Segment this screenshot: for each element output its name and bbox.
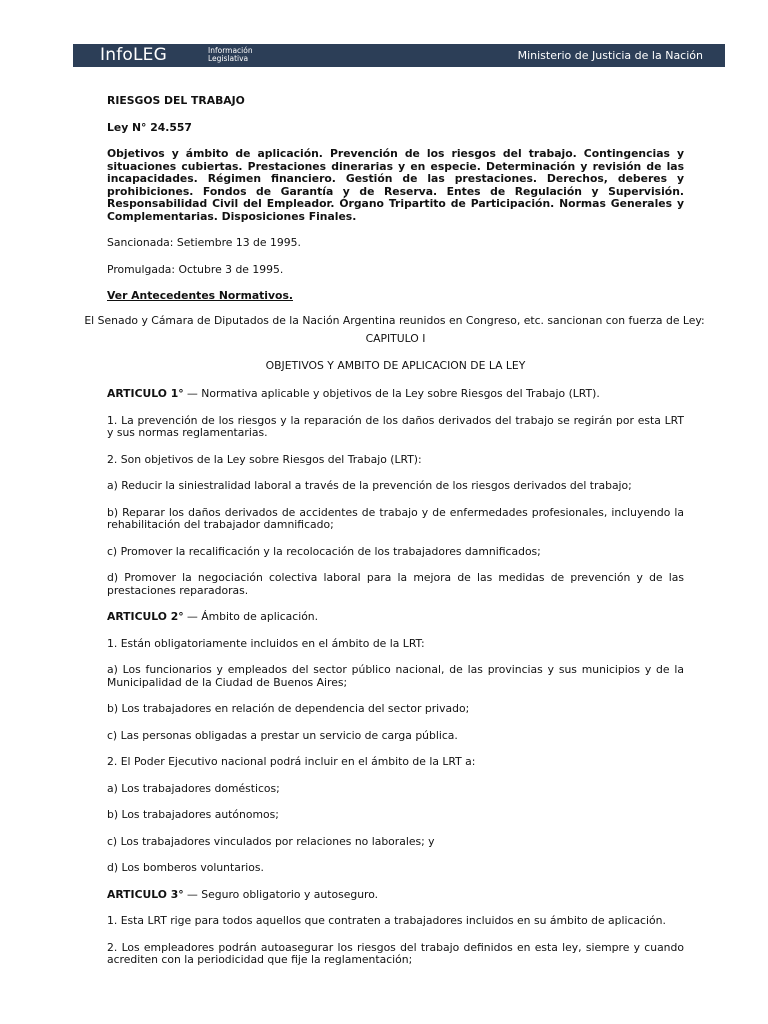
logo-subtitle-line-1: Información (208, 46, 253, 55)
article-2-paragraph-2: 2. El Poder Ejecutivo nacional podrá incluir en el ámbito de la LRT a: (107, 755, 476, 768)
article-1-item-d: d) Promover la negociación colectiva laboral para la mejora de las medidas de prevención y de las prestaciones reparadoras. (107, 571, 684, 597)
promulgation-date: Promulgada: Octubre 3 de 1995. (107, 262, 284, 276)
article-3-paragraph-2: 2. Los empleadores podrán autoasegurar los riesgos del trabajo definidos en esta ley, siempre y cuando acrediten con la periodicidad que fije la reglamentación; (107, 940, 684, 966)
article-2-item-2d: d) Los bomberos voluntarios. (107, 861, 264, 874)
law-document (84, 94, 705, 981)
article-3-title: — Seguro obligatorio y autoseguro. (187, 887, 379, 901)
article-3-label: ARTICULO 3° (107, 887, 184, 901)
article-2-item-a: a) Los funcionarios y empleados del sector público nacional, de las provincias y sus municipios y de la Municipalidad de la Ciudad de Buenos Aires; (107, 663, 684, 689)
article-1-paragraph-2: 2. Son objetivos de la Ley sobre Riesgos del Trabajo (LRT): (107, 452, 422, 466)
infoleg-logo[interactable]: InfoLEG (100, 45, 167, 65)
ministry-name: Ministerio de Justicia de la Nación (517, 49, 703, 62)
site-header (73, 44, 725, 67)
logo-subtitle-line-2: Legislativa (208, 54, 249, 63)
article-2-item-2c: c) Los trabajadores vinculados por relaciones no laborales; y (107, 834, 435, 848)
article-1-heading (107, 388, 684, 401)
infoleg-logo-subtitle (208, 47, 253, 63)
article-1-title: — Normativa aplicable y objetivos de la Ley sobre Riesgos del Trabajo (LRT). (187, 387, 600, 400)
law-summary: Objetivos y ámbito de aplicación. Prevención de los riesgos del trabajo. Contingencias y situaciones cubiertas. Prestaciones dinerarias y en especie. Determinación y revisión de las incapacidades. Régimen financiero. Gestión de las prestaciones. Derechos, deberes y prohibiciones. Fondos de Garantía y de Reserva. Entes de Regulación y Supervisión. Responsabilidad Civil del Empleador. Órgano Tripartito de Participación. Normas Generales y Complementarias. Disposiciones Finales. (107, 147, 684, 223)
article-1-item-b: b) Reparar los daños derivados de accidentes de trabajo y de enfermedades profesionales, incluyendo la rehabilitación del trabajador damnificado; (107, 505, 684, 531)
article-3-heading (107, 889, 684, 902)
article-2-item-c: c) Las personas obligadas a prestar un servicio de carga pública. (107, 728, 458, 742)
article-2-item-b: b) Los trabajadores en relación de dependencia del sector privado; (107, 702, 470, 715)
article-1-item-a: a) Reducir la siniestralidad laboral a través de la prevención de los riesgos derivados del trabajo; (107, 479, 632, 492)
article-2-item-2a: a) Los trabajadores domésticos; (107, 781, 280, 795)
article-1-item-c: c) Promover la recalificación y la recolocación de los trabajadores damnificados; (107, 544, 541, 558)
antecedentes-paragraph (107, 290, 684, 303)
document-title: RIESGOS DEL TRABAJO (107, 94, 245, 107)
article-2-heading (107, 611, 684, 624)
antecedentes-link[interactable]: Ver Antecedentes Normativos. (107, 289, 293, 302)
chapter-number: CAPITULO I (365, 332, 426, 345)
article-2-item-2b: b) Los trabajadores autónomos; (107, 808, 279, 821)
article-2-title: — Ámbito de aplicación. (187, 610, 319, 623)
sanction-date: Sancionada: Setiembre 13 de 1995. (107, 236, 301, 249)
article-1-label: ARTICULO 1° (107, 387, 184, 400)
chapter-title: OBJETIVOS Y AMBITO DE APLICACION DE LA LEY (265, 358, 526, 372)
enactment-formula: El Senado y Cámara de Diputados de la Nación Argentina reunidos en Congreso, etc. sancionan con fuerza de Ley: (84, 313, 705, 327)
article-2-label: ARTICULO 2° (107, 610, 184, 623)
law-number: Ley N° 24.557 (107, 120, 192, 134)
article-2-paragraph-1: 1. Están obligatoriamente incluidos en el ámbito de la LRT: (107, 636, 425, 650)
article-3-paragraph-1: 1. Esta LRT rige para todos aquellos que contraten a trabajadores incluidos en su ámbito de aplicación. (107, 914, 666, 927)
article-1-paragraph-1: 1. La prevención de los riesgos y la reparación de los daños derivados del trabajo se regirán por esta LRT y sus normas reglamentarias. (107, 413, 684, 439)
